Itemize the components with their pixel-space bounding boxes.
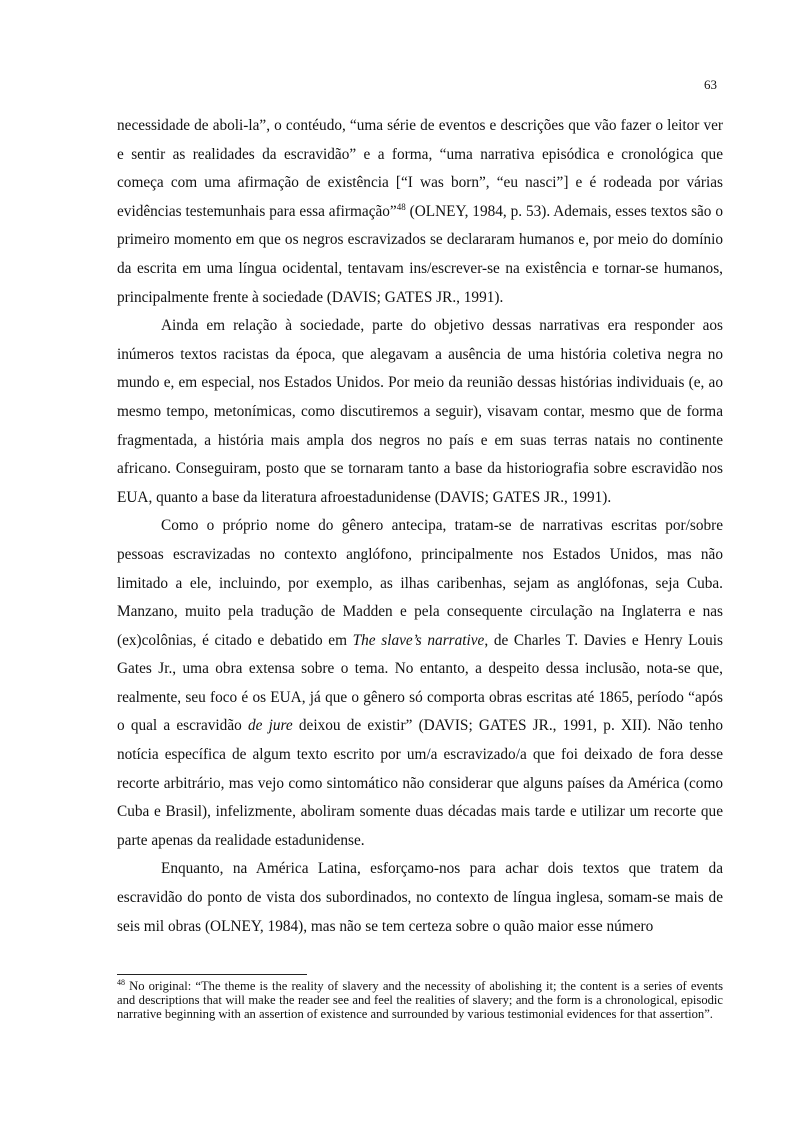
main-text <box>117 112 723 941</box>
latin-term: de jure <box>247 717 293 735</box>
footnote <box>117 979 723 1022</box>
page-number: 63 <box>704 77 717 92</box>
paragraph-1 <box>117 112 723 312</box>
footnote-reference[interactable]: 48 <box>396 201 406 212</box>
footnote-text: No original: “The theme is the reality of slavery and the necessity of abolishing it; the content is a series of events and descriptions that will make the reader see and feel the realities of slavery; and the form is a chronological, episodic narrative beginning with an assertion of existence and surrounded by various testimonial evidences for that assertion”. <box>117 979 723 1022</box>
paragraph-3-text-b: , de Charles T. Davies e Henry Louis Gates Jr., uma obra extensa sobre o tema. No entanto, a despeito dessa inclusão, nota-se que, realmente, seu foco é os EUA, já que o gênero só comporta obras escritas até 1865, período “após o qual a escravidão <box>117 631 723 735</box>
paragraph-2: Ainda em relação à sociedade, parte do objetivo dessas narrativas era responder aos inúmeros textos racistas da época, que alegavam a ausência de uma história coletiva negra no mundo e, em especial, nos Estados Unidos. Por meio da reunião dessas histórias individuais (e, ao mesmo tempo, metonímicas, como discutiremos a seguir), visavam contar, mesmo que de forma fragmentada, a história mais ampla dos negros no país e em suas terras natais no continente africano. Conseguiram, posto que se tornaram tanto a base da historiografia sobre escravidão nos EUA, quanto a base da literatura afroestadunidense (DAVIS; GATES JR., 1991). <box>117 317 723 506</box>
paragraph-1-text: necessidade de aboli-la”, o contéudo, “uma série de eventos e descrições que vão fazer o leitor ver e sentir as realidades da escravidão” e a forma, “uma narrativa episódica e cronológica que começa com uma afirmação de existência [“I was born”, “eu nasci”] e é rodeada por várias evidências testemunhais para essa afirmação” <box>117 117 723 220</box>
paragraph-4: Enquanto, na América Latina, esforçamo-nos para achar dois textos que tratem da escravidão do ponto de vista dos subordinados, no contexto de língua inglesa, somam-se mais de seis mil obras (OLNEY, 1984), mas não se tem certeza sobre o quão maior esse número <box>117 860 723 935</box>
book-title: The slave’s narrative <box>352 631 485 649</box>
paragraph-3 <box>117 512 723 855</box>
paragraph-1-continuation: (OLNEY, 1984, p. 53). Ademais, esses textos são o primeiro momento em que os negros escravizados se declararam humanos e, por meio do domínio da escrita em uma língua ocidental, tentavam ins/escrever-se na existência e tornar-se humanos, principalmente frente à sociedade (DAVIS; GATES JR., 1991). <box>117 202 723 306</box>
footnote-divider <box>117 974 307 975</box>
footnote-number: 48 <box>117 978 125 987</box>
paragraph-3-text-a: Como o próprio nome do gênero antecipa, tratam-se de narrativas escritas por/sobre pessoas escravizadas no contexto anglófono, principalmente nos Estados Unidos, mas não limitado a ele, incluindo, por exemplo, as ilhas caribenhas, sejam as anglófonas, seja Cuba. Manzano, muito pela tradução de Madden e pela consequente circulação na Inglaterra e nas (ex)colônias, é citado e debatido em <box>117 517 723 649</box>
paragraph-3-text-c: deixou de existir” (DAVIS; GATES JR., 1991, p. XII). Não tenho notícia específica de algum texto escrito por um/a escravizado/a que foi deixado de fora desse recorte arbitrário, mas vejo como sintomático não considerar que alguns países da América (como Cuba e Brasil), infelizmente, aboliram somente duas décadas mais tarde e utilizar um recorte que parte apenas da realidade estadunidense. <box>117 717 723 849</box>
